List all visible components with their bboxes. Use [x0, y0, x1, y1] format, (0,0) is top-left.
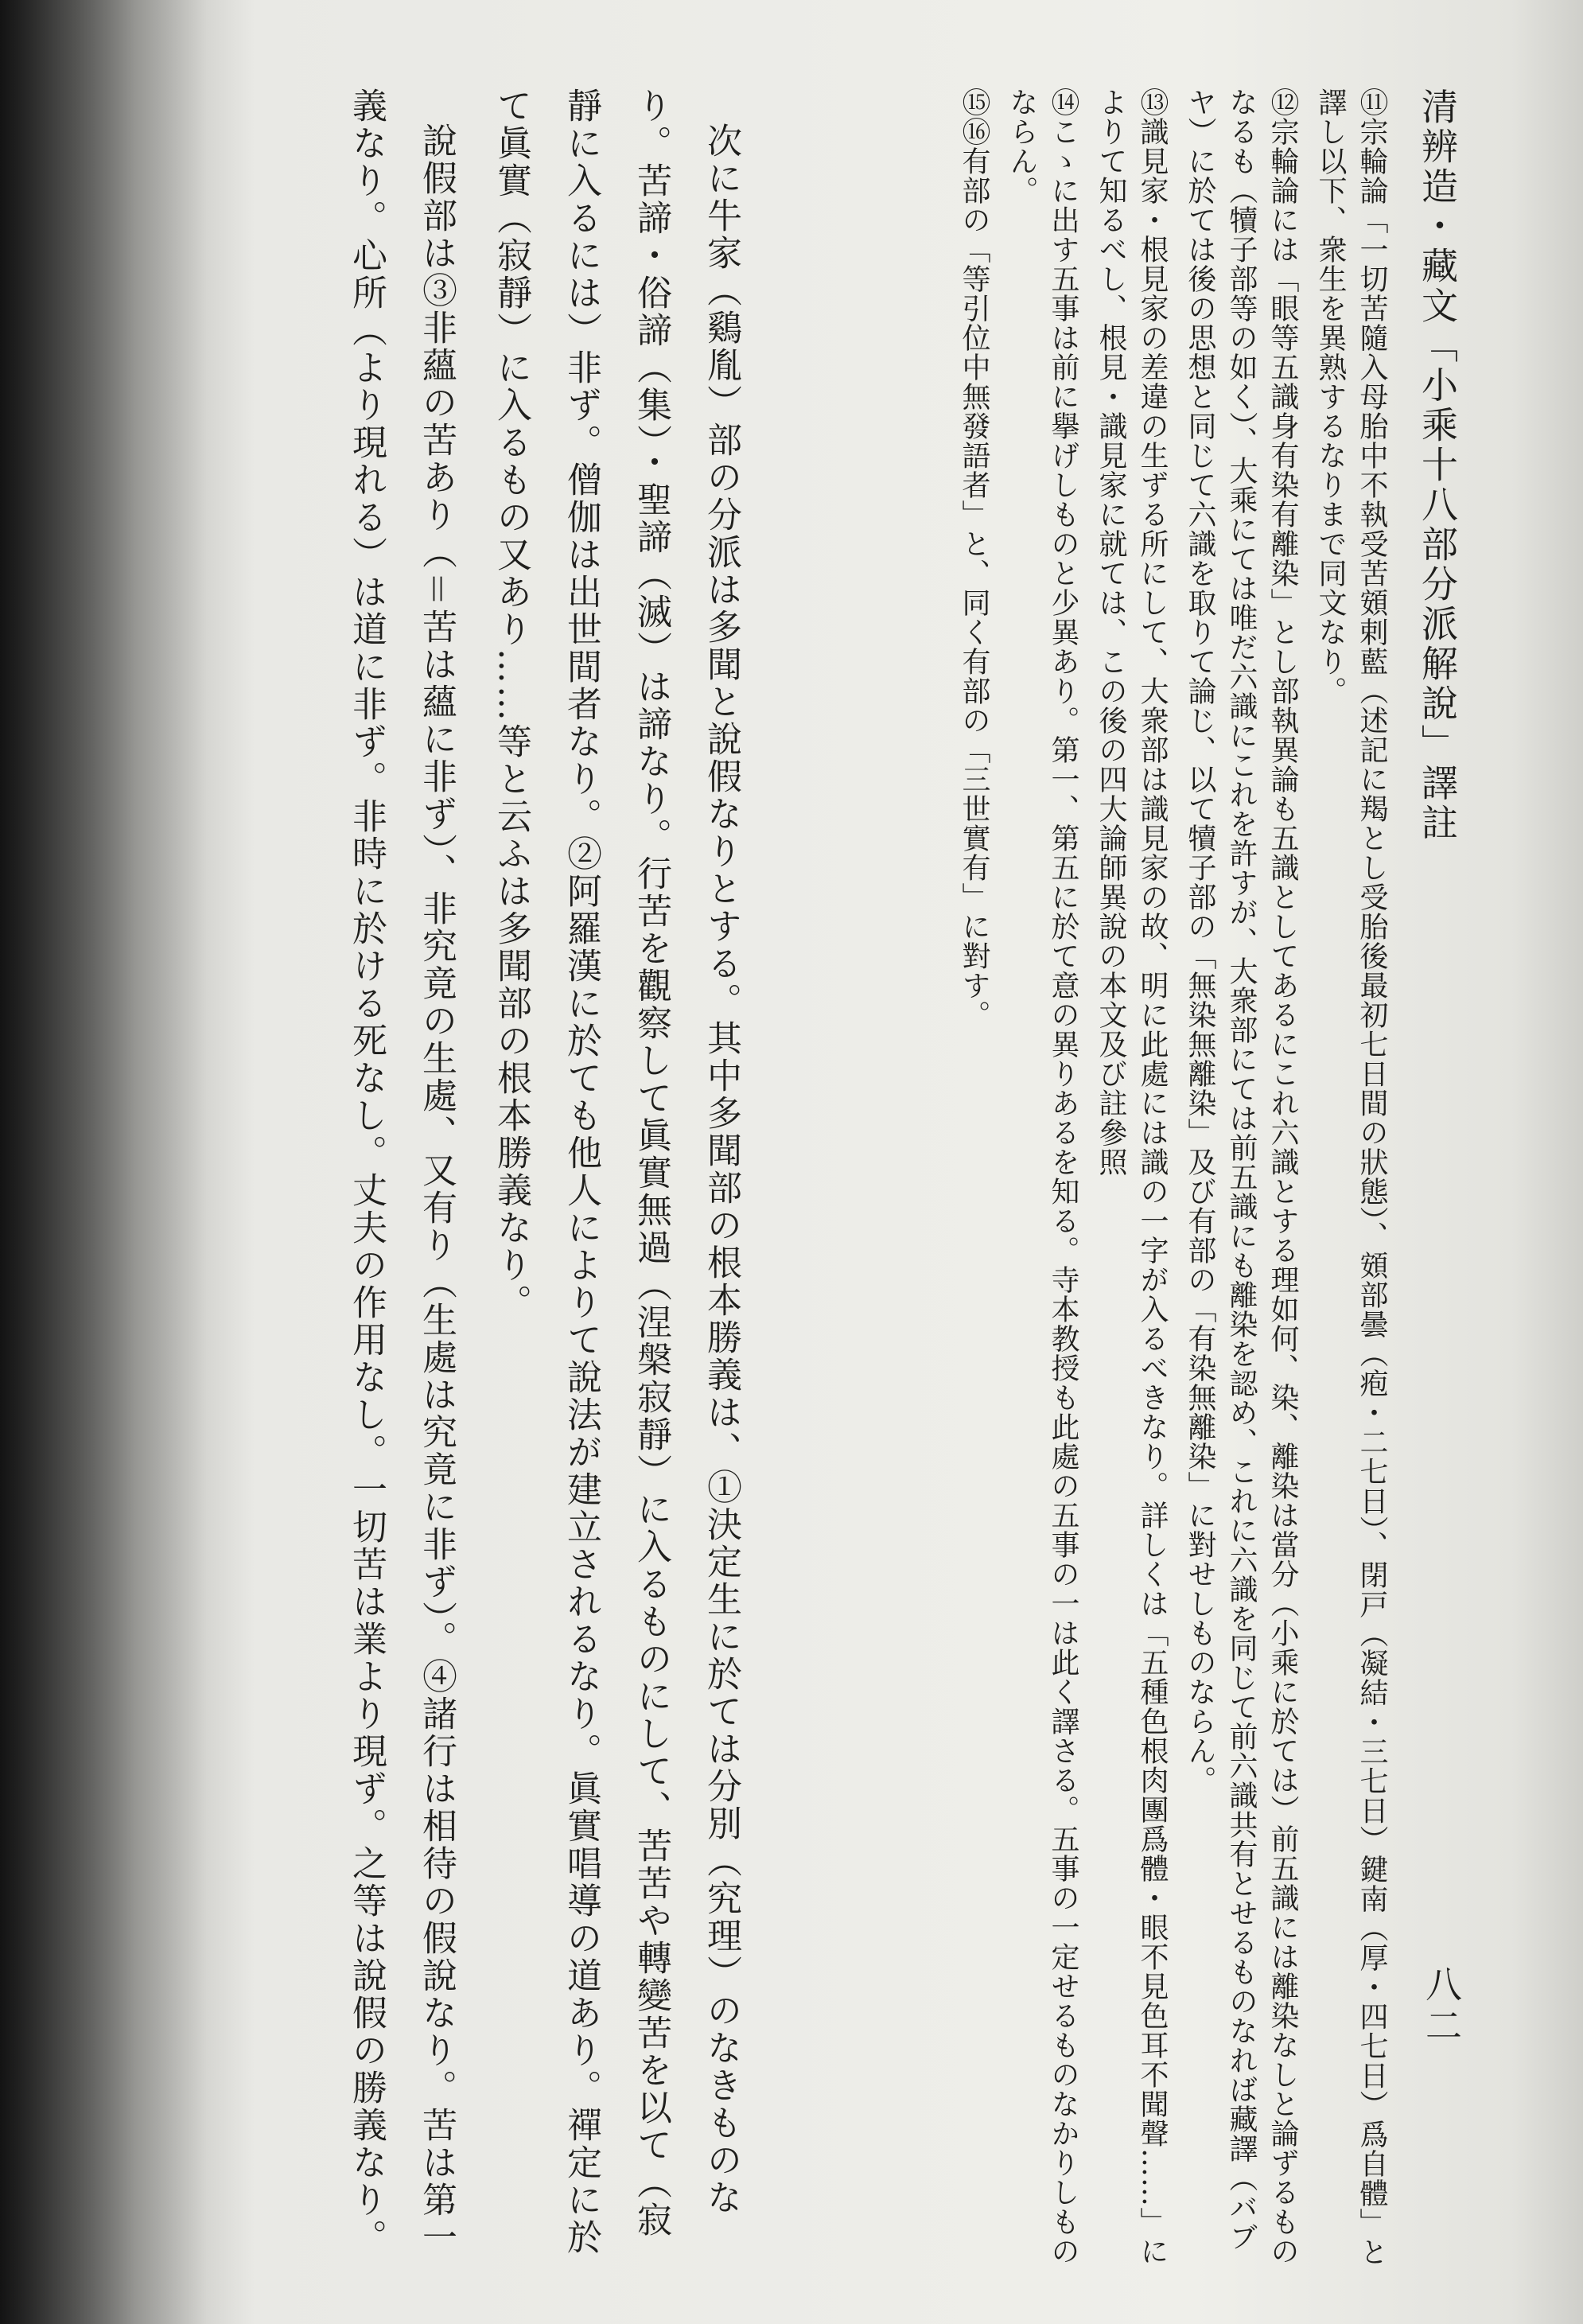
footnote-11: ⑪宗輪論「一切苦隨入母胎中不執受苦頞剌藍（述記に羯とし受胎後最初七日間の狀態）、頞部曇（疱・二七日）、閉戸（凝結・三七日）鍵南（厚・四七日）爲自體」と譯し以下、衆生を異熟するなりまで同文なり。	[1314, 88, 1388, 2267]
main-text-block	[331, 88, 756, 2268]
footnote-15-16: ⑮⑯有部の「等引位中無發語者」と、同く有部の「三世實有」に對す。	[958, 88, 990, 1030]
page-number: 八二	[1420, 1965, 1463, 2048]
footnote-14: ⑭こゝに出す五事は前に擧げしものと少異あり。第一、第五に於て意の異りあるを知る。寺本教授も此處の五事の一は此く譯さる。五事の一定せるものなかりしものならん。	[1005, 88, 1079, 2266]
body-paragraph-setsukebu: 說假部は③非蘊の苦あり（＝苦は蘊に非ず）、非究竟の生處、又有り（生處は究竟に非ず）。④諸行は相待の假說なり。苦は第一義なり。心所（より現れる）は道に非ず。非時に於ける死なし。丈夫の作用なし。一切苦は業より現ず。之等は說假の勝義なり。	[346, 88, 457, 2256]
footnote-13: ⑬識見家・根見家の差違の生ずる所にして、大衆部は識見家の故、明に此處には識の一字が入るべきなり。詳しくは「五種色根肉團爲體・眼不見色耳不聞聲……」によりて知るべし、根見・識見家に就ては、この後の四大論師異說の本文及び註參照	[1095, 88, 1169, 2266]
binding-shadow	[0, 0, 207, 2324]
footnotes-block	[953, 88, 1392, 2268]
footnote-12: ⑫宗輪論には「眼等五識身有染有離染」とし部執異論も五識としてあるにこれ六識とする理如何、染、離染は當分（小乘に於ては）前五識には離染なしと論ずるものなるも（犢子部等の如く）、大乘にては唯だ六識にこれを許すが、大衆部にては前五識にも離染を認め、これに六識を同じて前六識共有とせるものなれば藏譯（バブヤ）に於ては後の思想と同じて六識を取りて論じ、以て犢子部の「無染無離染」及び有部の「有染無離染」に對せしものならん。	[1184, 88, 1299, 2266]
running-header-title: 清辨造・藏文「小乘十八部分派解說」譯註	[1416, 88, 1459, 843]
body-paragraph-tamonbu: 次に牛家（鷄胤）部の分派は多聞と說假なりとする。其中多聞部の根本勝義は、①決定生に於ては分別（究理）のなきものなり。苦諦・俗諦（集）・聖諦（滅）は諦なり。行苦を觀察して眞實無過（涅槃寂靜）に入るものにして、苦苦や轉變苦を以て（寂靜に入るには）非ず。僧伽は出世間者なり。②阿羅漢に於ても他人によりて說法が建立されるなり。眞實唱導の道あり。禪定に於て眞實（寂靜）に入るもの又あり……等と云ふは多聞部の根本勝義なり。	[491, 88, 741, 2256]
